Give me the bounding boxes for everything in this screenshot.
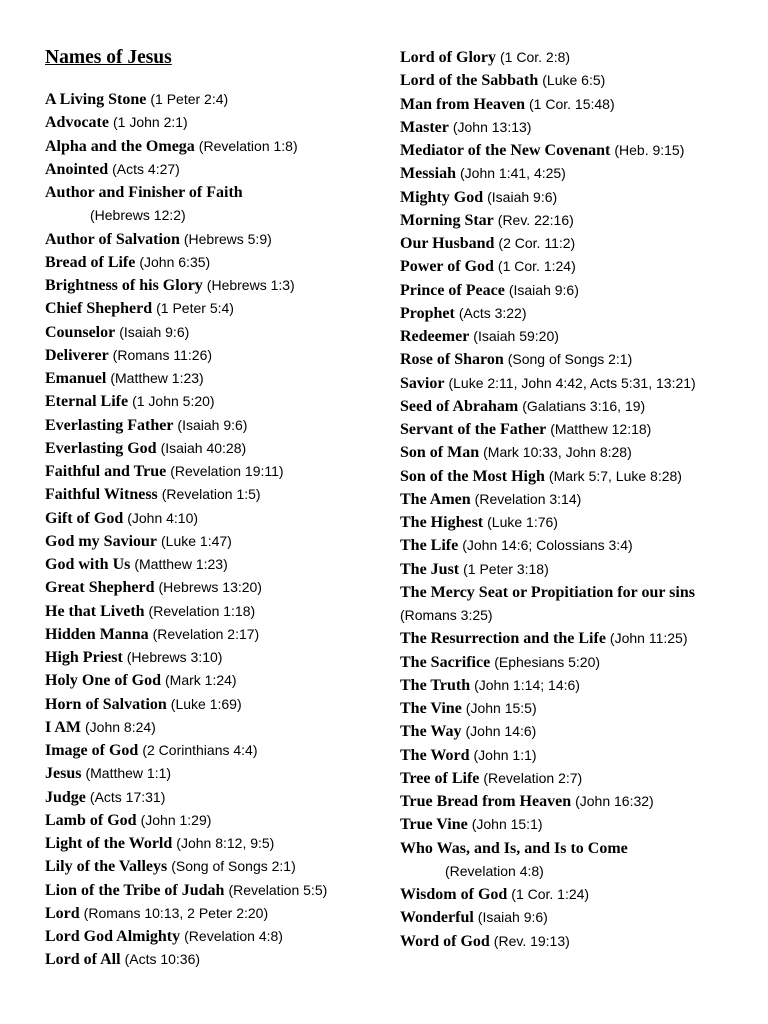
entry-reference: (John 14:6; Colossians 3:4) <box>462 537 633 554</box>
entry-reference: (Revelation 1:8) <box>198 137 298 154</box>
list-item <box>45 158 375 181</box>
entry-name: Lord of Glory <box>400 49 496 66</box>
list-item <box>400 302 755 325</box>
entry-name: The Highest <box>400 514 484 531</box>
entry-reference: (Revelation 19:11) <box>170 463 284 479</box>
entry-name: Jesus <box>45 765 82 783</box>
entry-name: Power of God <box>400 258 494 276</box>
left-column <box>45 0 375 972</box>
entry-name: The Amen <box>400 490 471 508</box>
entry-name: Savior <box>400 374 445 392</box>
entry-name: Emanuel <box>45 370 107 387</box>
entry-name: Brightness of his Glory <box>45 277 203 294</box>
entry-name: Rose of Sharon <box>400 351 504 369</box>
entry-name: Image of God <box>45 742 139 759</box>
list-item <box>400 883 755 906</box>
list-item <box>45 669 375 692</box>
list-item <box>400 906 755 929</box>
entry-reference: (Hebrews 12:2) <box>90 207 186 224</box>
entry-reference: (1 Cor. 15:48) <box>529 95 615 112</box>
entry-reference: (Revelation 1:5) <box>161 486 261 503</box>
entry-reference: (Revelation 3:14) <box>474 490 582 507</box>
entry-name: The Mercy Seat or Propitiation for our sins <box>400 583 695 601</box>
entry-name: Counselor <box>45 323 116 341</box>
entry-reference: (Heb. 9:15) <box>614 142 685 158</box>
entry-name: Holy One of God <box>45 672 162 690</box>
list-item <box>400 465 755 488</box>
entry-name: Mediator of the New Covenant <box>400 142 611 159</box>
list-item <box>400 651 755 674</box>
entry-name: Who Was, and Is, and Is to Come <box>400 839 628 857</box>
entry-reference: (Revelation 2:17) <box>152 625 260 642</box>
entry-reference: (Romans 11:26) <box>112 346 213 363</box>
entry-reference: (Luke 1:69) <box>170 695 242 712</box>
list-item <box>400 488 755 511</box>
entry-reference: (John 1:1) <box>473 746 537 763</box>
entry-reference: (Mark 1:24) <box>165 672 237 689</box>
entry-name: Lord of All <box>45 951 121 969</box>
list-item <box>45 297 375 320</box>
list-item <box>400 232 755 255</box>
list-item-continuation <box>45 204 375 227</box>
entry-name: Chief Shepherd <box>45 300 153 318</box>
entry-name: Mighty God <box>400 188 484 206</box>
entry-reference: (Mark 10:33, John 8:28) <box>483 444 632 461</box>
entry-reference: (Mark 5:7, Luke 8:28) <box>548 467 682 484</box>
entry-name: I AM <box>45 718 81 736</box>
entry-name: Horn of Salvation <box>45 695 167 713</box>
list-item <box>45 88 375 111</box>
list-item <box>400 837 755 860</box>
list-item <box>400 790 755 813</box>
entry-reference: (Rev. 22:16) <box>497 211 574 228</box>
entry-name: Prince of Peace <box>400 281 505 299</box>
list-item <box>400 511 755 534</box>
entry-name: Lord <box>45 904 80 922</box>
entry-reference: (Revelation 5:5) <box>228 881 328 898</box>
entry-reference: (1 Cor. 1:24) <box>497 258 576 275</box>
list-item <box>45 414 375 437</box>
entry-name: The Sacrifice <box>400 653 491 671</box>
list-item <box>400 116 755 139</box>
list-item <box>45 832 375 855</box>
list-item <box>45 530 375 553</box>
entry-name: He that Liveth <box>45 602 145 620</box>
entry-reference: (2 Cor. 11:2) <box>498 235 576 251</box>
entry-name: Wonderful <box>400 909 474 927</box>
entry-name: Servant of the Father <box>400 421 547 438</box>
entry-name: Anointed <box>45 160 109 178</box>
entry-reference: (Acts 10:36) <box>124 951 201 968</box>
entry-name: Wisdom of God <box>400 886 508 903</box>
list-item <box>400 69 755 92</box>
list-item <box>45 902 375 925</box>
entry-reference: (1 Cor. 2:8) <box>500 49 571 65</box>
entry-name: Light of the World <box>45 835 173 852</box>
entry-name: Lord of the Sabbath <box>400 72 539 90</box>
list-item <box>400 441 755 464</box>
entry-reference: (John 8:24) <box>85 718 156 735</box>
list-item <box>400 139 755 162</box>
entry-reference: (Matthew 1:1) <box>85 765 172 782</box>
entry-reference: (Song of Songs 2:1) <box>171 858 296 875</box>
entry-name: Messiah <box>400 165 456 183</box>
entry-reference: (2 Corinthians 4:4) <box>142 742 258 758</box>
list-item <box>400 418 755 441</box>
list-item <box>45 762 375 785</box>
entry-reference: (Revelation 1:18) <box>148 602 256 619</box>
list-item <box>45 739 375 762</box>
entry-name: Everlasting God <box>45 439 157 457</box>
list-item <box>400 93 755 116</box>
entry-name: Everlasting Father <box>45 416 174 434</box>
list-item <box>45 228 375 251</box>
list-item <box>400 813 755 836</box>
list-item <box>45 390 375 413</box>
entry-reference: (Luke 2:11, John 4:42, Acts 5:31, 13:21) <box>448 374 696 391</box>
list-item <box>400 46 755 69</box>
list-item <box>400 767 755 790</box>
entry-name: Author and Finisher of Faith <box>45 184 243 201</box>
list-item <box>400 744 755 767</box>
list-item <box>45 507 375 530</box>
list-item <box>400 279 755 302</box>
entry-reference: (Acts 4:27) <box>112 160 180 177</box>
entry-reference: (Hebrews 3:10) <box>126 649 223 665</box>
list-item <box>45 693 375 716</box>
entry-reference: (Isaiah 9:6) <box>119 323 190 340</box>
list-item <box>400 186 755 209</box>
entry-reference: (Rev. 19:13) <box>493 932 570 949</box>
entry-name: Tree of Life <box>400 769 480 787</box>
list-item <box>400 162 755 185</box>
list-item <box>45 809 375 832</box>
entry-reference: (John 15:5) <box>465 700 537 716</box>
entry-name: Author of Salvation <box>45 230 180 248</box>
right-column <box>400 0 755 953</box>
entry-name: Alpha and the Omega <box>45 137 195 155</box>
entry-reference: (1 John 5:20) <box>132 393 215 410</box>
list-item <box>400 534 755 557</box>
list-item <box>400 697 755 720</box>
entry-name: Man from Heaven <box>400 95 526 113</box>
list-item <box>400 558 755 581</box>
entry-reference: (John 16:32) <box>575 793 654 809</box>
list-item <box>400 720 755 743</box>
entry-reference: (John 1:41, 4:25) <box>460 165 566 182</box>
list-item <box>45 786 375 809</box>
entry-reference: (John 15:1) <box>471 816 543 833</box>
entry-reference: (Romans 3:25) <box>400 607 493 623</box>
entry-name: Advocate <box>45 114 109 132</box>
entry-name: The Resurrection and the Life <box>400 630 606 648</box>
entry-reference: (Luke 1:76) <box>487 514 558 530</box>
list-item <box>45 879 375 902</box>
entry-reference: (John 4:10) <box>127 509 199 526</box>
entry-reference: (Revelation 2:7) <box>483 769 583 786</box>
list-item <box>45 437 375 460</box>
list-item <box>45 623 375 646</box>
entry-reference: (Luke 6:5) <box>542 72 606 89</box>
list-item <box>45 948 375 971</box>
entry-reference: (Romans 10:13, 2 Peter 2:20) <box>83 904 269 921</box>
entry-reference: (Luke 1:47) <box>161 532 232 549</box>
entry-reference: (John 6:35) <box>139 253 211 270</box>
entry-name: Lamb of God <box>45 811 137 829</box>
list-item <box>400 674 755 697</box>
entry-reference: (Isaiah 9:6) <box>487 188 558 205</box>
entry-reference: (Song of Songs 2:1) <box>507 351 633 368</box>
entry-reference: (John 8:12, 9:5) <box>176 835 275 851</box>
list-item <box>45 181 375 204</box>
entry-name: Faithful Witness <box>45 486 158 504</box>
entry-name: Son of the Most High <box>400 467 545 485</box>
list-item <box>45 111 375 134</box>
entry-name: True Bread from Heaven <box>400 793 572 810</box>
entry-reference: (John 11:25) <box>609 630 688 647</box>
list-item <box>45 483 375 506</box>
list-item <box>400 325 755 348</box>
entry-reference: (Hebrews 13:20) <box>158 579 262 596</box>
list-item <box>45 344 375 367</box>
entry-name: Hidden Manna <box>45 625 149 643</box>
entry-reference: (1 Peter 5:4) <box>156 300 234 317</box>
list-item <box>45 460 375 483</box>
entry-reference: (Revelation 4:8) <box>445 862 544 879</box>
entry-name: Lord God Almighty <box>45 928 181 945</box>
entry-name: Gift of God <box>45 509 124 527</box>
entry-reference: (Hebrews 5:9) <box>183 230 272 247</box>
list-item <box>400 209 755 232</box>
entry-reference: (Isaiah 9:6) <box>177 416 248 433</box>
entry-name: The Just <box>400 560 460 578</box>
entry-name: Seed of Abraham <box>400 397 519 415</box>
entry-reference: (John 14:6) <box>465 723 537 740</box>
entry-name: Eternal Life <box>45 393 129 411</box>
entry-name: Master <box>400 118 449 136</box>
entry-reference: (Acts 17:31) <box>89 788 166 805</box>
entry-reference: (Ephesians 5:20) <box>494 653 601 670</box>
entry-reference: (Acts 3:22) <box>458 304 527 321</box>
entry-name: True Vine <box>400 816 468 834</box>
entry-reference: (Matthew 1:23) <box>110 370 204 386</box>
entry-reference: (1 John 2:1) <box>112 114 188 131</box>
entry-reference: (1 Peter 3:18) <box>463 560 549 577</box>
list-item <box>400 627 755 650</box>
list-item <box>45 716 375 739</box>
list-item <box>400 348 755 371</box>
entry-name: The Word <box>400 746 470 764</box>
entry-name: Great Shepherd <box>45 579 155 597</box>
list-item <box>45 321 375 344</box>
entry-reference: (John 1:29) <box>140 811 212 828</box>
entry-name: Son of Man <box>400 444 480 462</box>
entry-reference: (Isaiah 40:28) <box>160 439 247 456</box>
entry-name: Lily of the Valleys <box>45 858 168 876</box>
list-item <box>45 600 375 623</box>
entry-reference: (Isaiah 9:6) <box>477 909 548 926</box>
entry-name: God my Saviour <box>45 532 158 550</box>
list-item <box>45 367 375 390</box>
list-item <box>400 255 755 278</box>
list-item <box>400 395 755 418</box>
entry-reference: (Revelation 4:8) <box>184 928 283 944</box>
entry-name: Redeemer <box>400 328 470 345</box>
entry-name: Faithful and True <box>45 463 167 480</box>
entry-name: Our Husband <box>400 235 495 252</box>
list-item <box>45 646 375 669</box>
entry-name: Deliverer <box>45 346 109 364</box>
entry-name: The Vine <box>400 700 462 717</box>
entry-name: High Priest <box>45 649 123 666</box>
entry-reference: (John 13:13) <box>452 118 532 135</box>
list-item <box>45 576 375 599</box>
entry-name: Word of God <box>400 932 490 950</box>
entry-reference: (1 Cor. 1:24) <box>511 886 590 902</box>
entry-reference: (1 Peter 2:4) <box>150 91 229 107</box>
entry-reference: (Isaiah 9:6) <box>508 281 579 298</box>
entry-name: Bread of Life <box>45 253 136 271</box>
list-item <box>45 274 375 297</box>
entry-name: The Way <box>400 723 462 741</box>
entry-name: Morning Star <box>400 211 494 229</box>
entry-name: The Life <box>400 537 459 555</box>
list-item <box>45 135 375 158</box>
entry-name: Lion of the Tribe of Judah <box>45 881 225 899</box>
list-item <box>45 925 375 948</box>
entry-reference: (Isaiah 59:20) <box>473 328 559 344</box>
entry-reference: (John 1:14; 14:6) <box>474 676 580 693</box>
entry-name: God with Us <box>45 556 131 573</box>
list-item <box>45 553 375 576</box>
list-item <box>400 372 755 395</box>
entry-name: The Truth <box>400 676 471 694</box>
entry-name: A Living Stone <box>45 91 147 108</box>
list-item <box>45 855 375 878</box>
entry-reference: (Hebrews 1:3) <box>206 277 295 293</box>
entry-name: Judge <box>45 788 86 806</box>
entry-reference: (Matthew 12:18) <box>550 421 652 437</box>
entry-reference: (Matthew 1:23) <box>134 556 228 572</box>
entry-reference: (Galatians 3:16, 19) <box>522 397 646 414</box>
entry-name: Prophet <box>400 304 455 322</box>
list-item <box>400 581 700 628</box>
list-item <box>400 930 755 953</box>
page-title: Names of Jesus <box>45 47 172 68</box>
list-item-continuation <box>400 860 755 883</box>
list-item <box>45 251 375 274</box>
